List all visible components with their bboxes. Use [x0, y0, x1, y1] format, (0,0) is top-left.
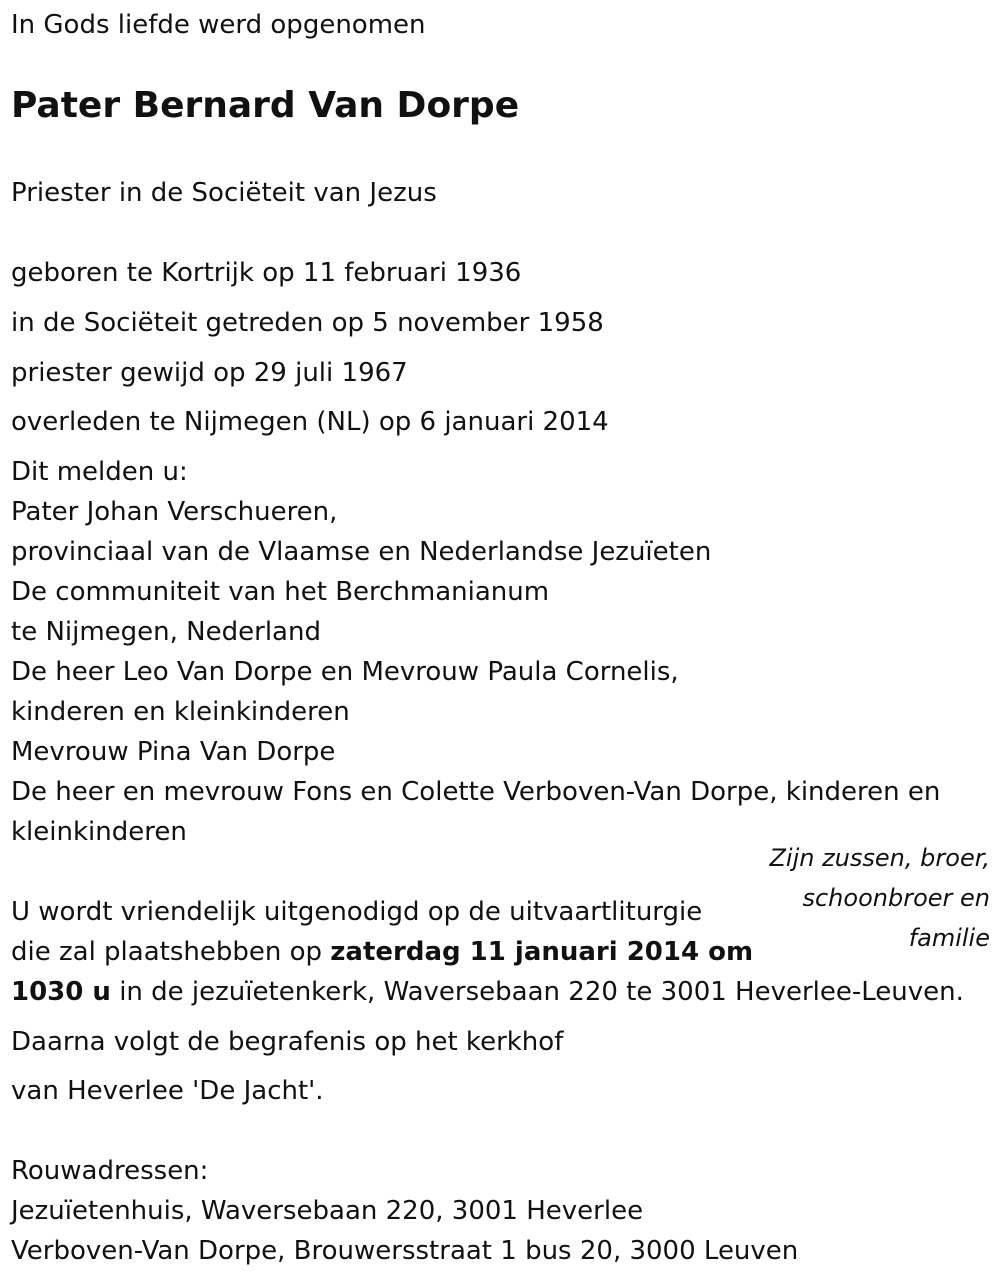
announcer-line: te Nijmegen, Nederland: [11, 617, 321, 647]
invitation-text: die zal plaatshebben op: [11, 937, 331, 967]
burial-line: van Heverlee 'De Jacht'.: [11, 1076, 324, 1106]
invitation-line-3: [11, 975, 964, 1009]
intro-text: In Gods liefde werd opgenomen: [11, 10, 426, 40]
subtitle: Priester in de Sociëteit van Jezus: [11, 178, 437, 208]
addresses-heading: Rouwadressen:: [11, 1156, 209, 1186]
invitation-line-2: [11, 935, 753, 969]
announcer-line: De heer en mevrouw Fons en Colette Verboven-Van Dorpe, kinderen en: [11, 777, 941, 807]
invitation-location: in de jezuïetenkerk, Waversebaan 220 te 3001 Heverlee-Leuven.: [110, 977, 964, 1007]
fact-birth: geboren te Kortrijk op 11 februari 1936: [11, 258, 522, 288]
burial-line: Daarna volgt de begrafenis op het kerkhof: [11, 1027, 564, 1057]
announcer-line: De heer Leo Van Dorpe en Mevrouw Paula Cornelis,: [11, 657, 679, 687]
announcer-line: Dit melden u:: [11, 457, 188, 487]
fact-death: overleden te Nijmegen (NL) op 6 januari 2014: [11, 407, 609, 437]
address-line: Jezuïetenhuis, Waversebaan 220, 3001 Heverlee: [11, 1196, 644, 1226]
deceased-name: Pater Bernard Van Dorpe: [11, 85, 520, 126]
announcer-line: Mevrouw Pina Van Dorpe: [11, 737, 336, 767]
announcer-line: kinderen en kleinkinderen: [11, 697, 350, 727]
fact-society: in de Sociëteit getreden op 5 november 1958: [11, 308, 604, 338]
fact-ordination: priester gewijd op 29 juli 1967: [11, 358, 408, 388]
announcer-line: provinciaal van de Vlaamse en Nederlandse Jezuïeten: [11, 537, 712, 567]
announcer-line: Pater Johan Verschueren,: [11, 497, 338, 527]
announcer-line: kleinkinderen: [11, 817, 187, 847]
invitation-line-1: U wordt vriendelijk uitgenodigd op de uitvaartliturgie: [11, 897, 703, 927]
address-line: Verboven-Van Dorpe, Brouwersstraat 1 bus 20, 3000 Leuven: [11, 1236, 799, 1266]
announcer-line: De communiteit van het Berchmanianum: [11, 577, 550, 607]
funeral-date: zaterdag 11 januari 2014 om: [330, 937, 754, 967]
funeral-time: 1030 u: [11, 977, 111, 1007]
family-note: Zijn zussen, broer, schoonbroer en familie: [769, 844, 990, 952]
